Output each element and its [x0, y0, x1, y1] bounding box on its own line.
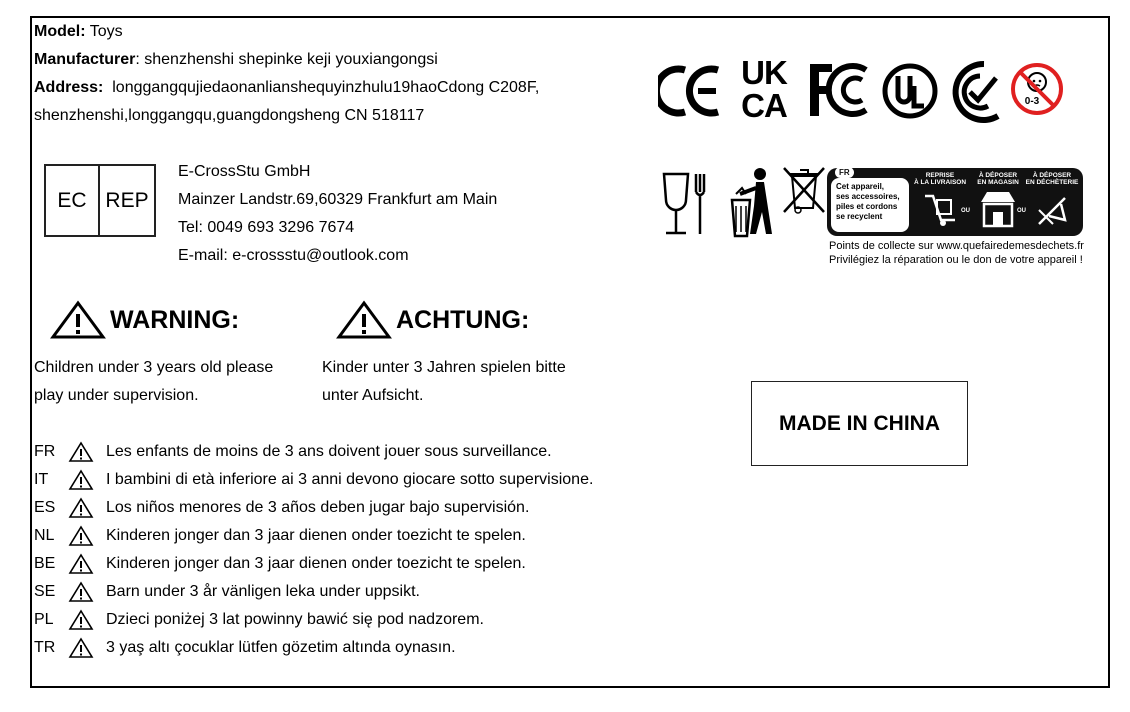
dechetterie-icon	[1035, 190, 1073, 228]
ec-rep-rep: REP	[105, 188, 149, 212]
no-under-3-icon	[1010, 56, 1064, 122]
manufacturer-line	[34, 50, 438, 70]
language-warning-text: Los niños menores de 3 años deben jugar bajo supervisión.	[106, 499, 530, 516]
warning-triangle-icon	[50, 300, 106, 340]
warning-en-line-2: play under supervision.	[34, 387, 199, 404]
rcm-c-tick-icon	[946, 56, 1002, 126]
language-warning-text: I bambini di età inferiore ai 3 anni devono giocare sotto supervisione.	[106, 471, 594, 488]
ce-mark-icon	[658, 62, 722, 120]
triman-ou-2: OU	[1017, 208, 1026, 214]
ukca-bottom: CA	[741, 87, 787, 124]
language-row-se	[34, 580, 420, 604]
address-label: Address:	[34, 79, 104, 96]
model-value: Toys	[85, 23, 123, 40]
warning-triangle-icon	[68, 441, 106, 463]
triman-col-3	[1023, 172, 1081, 186]
ec-rep-ec: EC	[46, 166, 100, 235]
warning-triangle-icon	[68, 469, 106, 491]
language-row-it	[34, 468, 593, 492]
model-label: Model:	[34, 23, 86, 40]
triman-left-line-2: ses accessoires,	[836, 192, 900, 201]
language-code: SE	[34, 583, 56, 600]
warning-de-line-1: Kinder unter 3 Jahren spielen bitte	[322, 359, 566, 376]
shop-icon	[979, 190, 1017, 228]
triman-logo	[827, 168, 1083, 236]
language-row-tr	[34, 636, 456, 660]
triman-left-line-3: piles et cordons	[836, 202, 898, 211]
ec-rep-tel: Tel: 0049 693 3296 7674	[178, 219, 355, 236]
language-row-es	[34, 496, 529, 520]
collect-line-1: Points de collecte sur www.quefairedemesdechets.fr	[829, 240, 1084, 252]
address-line-1	[34, 78, 539, 98]
weee-bin-icon	[782, 164, 826, 216]
language-warning-text: Kinderen jonger dan 3 jaar dienen onder toezicht te spelen.	[106, 555, 526, 572]
ec-rep-box	[44, 164, 156, 237]
ec-rep-street: Mainzer Landstr.69,60329 Frankfurt am Main	[178, 191, 498, 208]
ec-rep-company: E-CrossStu GmbH	[178, 163, 311, 180]
ukca-mark-icon	[734, 56, 794, 126]
triman-left-box	[831, 178, 909, 232]
language-row-be	[34, 552, 526, 576]
warning-triangle-icon	[68, 553, 106, 575]
triman-col-2	[971, 172, 1025, 186]
triman-left-line-1: Cet appareil,	[836, 182, 885, 191]
language-row-nl	[34, 524, 526, 548]
delivery-trolley-icon	[921, 190, 959, 228]
ec-rep-email: E-mail: e-crossstu@outlook.com	[178, 247, 409, 264]
triman-fr-tag: FR	[835, 167, 854, 178]
warning-triangle-icon	[68, 525, 106, 547]
triman-ou-1: OU	[961, 208, 970, 214]
manufacturer-label: Manufacturer	[34, 51, 136, 68]
warning-triangle-icon	[68, 581, 106, 603]
triman-col-3-a: À DÉPOSER	[1032, 172, 1072, 179]
warning-en-line-1: Children under 3 years old please	[34, 359, 274, 376]
triman-col-1-b: À LA LIVRAISON	[913, 179, 967, 186]
language-warning-text: Barn under 3 år vänligen leka under uppsikt.	[106, 583, 420, 600]
warning-triangle-icon	[336, 300, 392, 340]
warning-triangle-icon	[68, 609, 106, 631]
address-value-1: longgangqujiedaonanlianshequyinzhulu19haoCdong C208F,	[112, 79, 540, 96]
language-code: IT	[34, 471, 49, 488]
language-code: BE	[34, 555, 56, 572]
warning-triangle-icon	[68, 637, 106, 659]
triman-col-1-a: REPRISE	[925, 172, 955, 179]
fcc-mark-icon	[806, 60, 870, 120]
triman-col-2-a: À DÉPOSER	[978, 172, 1018, 179]
language-row-fr	[34, 440, 552, 464]
made-in-china-box: MADE IN CHINA	[751, 381, 968, 466]
language-warning-text: Les enfants de moins de 3 ans doivent jouer sous surveillance.	[106, 443, 552, 460]
manufacturer-value: : shenzhenshi shepinke keji youxiangongsi	[135, 51, 438, 68]
language-code: TR	[34, 639, 56, 656]
collect-line-2: Privilégiez la réparation ou le don de votre appareil !	[829, 254, 1083, 266]
language-code: FR	[34, 443, 56, 460]
age-badge: 0-3	[1024, 96, 1040, 107]
language-code: PL	[34, 611, 54, 628]
model-line	[34, 22, 123, 42]
triman-col-1	[911, 172, 969, 186]
warning-title: WARNING:	[110, 305, 240, 334]
ul-mark-icon	[882, 60, 938, 122]
triman-col-3-b: EN DÉCHÈTERIE	[1025, 179, 1079, 186]
language-row-pl	[34, 608, 484, 632]
triman-left-line-4: se recyclent	[836, 212, 883, 221]
achtung-heading	[336, 300, 529, 340]
warning-triangle-icon	[68, 497, 106, 519]
achtung-title: ACHTUNG:	[396, 305, 530, 334]
language-warning-text: 3 yaş altı çocuklar lütfen gözetim altında oynasın.	[106, 639, 456, 656]
warning-heading	[50, 300, 239, 340]
triman-col-2-b: EN MAGASIN	[977, 179, 1019, 186]
language-code: NL	[34, 527, 55, 544]
ukca-top: UK	[741, 54, 787, 91]
language-warning-text: Kinderen jonger dan 3 jaar dienen onder toezicht te spelen.	[106, 527, 526, 544]
language-warning-text: Dzieci poniżej 3 lat powinny bawić się pod nadzorem.	[106, 611, 484, 628]
tidyman-icon	[722, 164, 778, 238]
warning-de-line-2: unter Aufsicht.	[322, 387, 424, 404]
language-code: ES	[34, 499, 56, 516]
address-line-2: shenzhenshi,longgangqu,guangdongsheng CN 518117	[34, 107, 425, 124]
food-safe-icon	[660, 170, 712, 238]
